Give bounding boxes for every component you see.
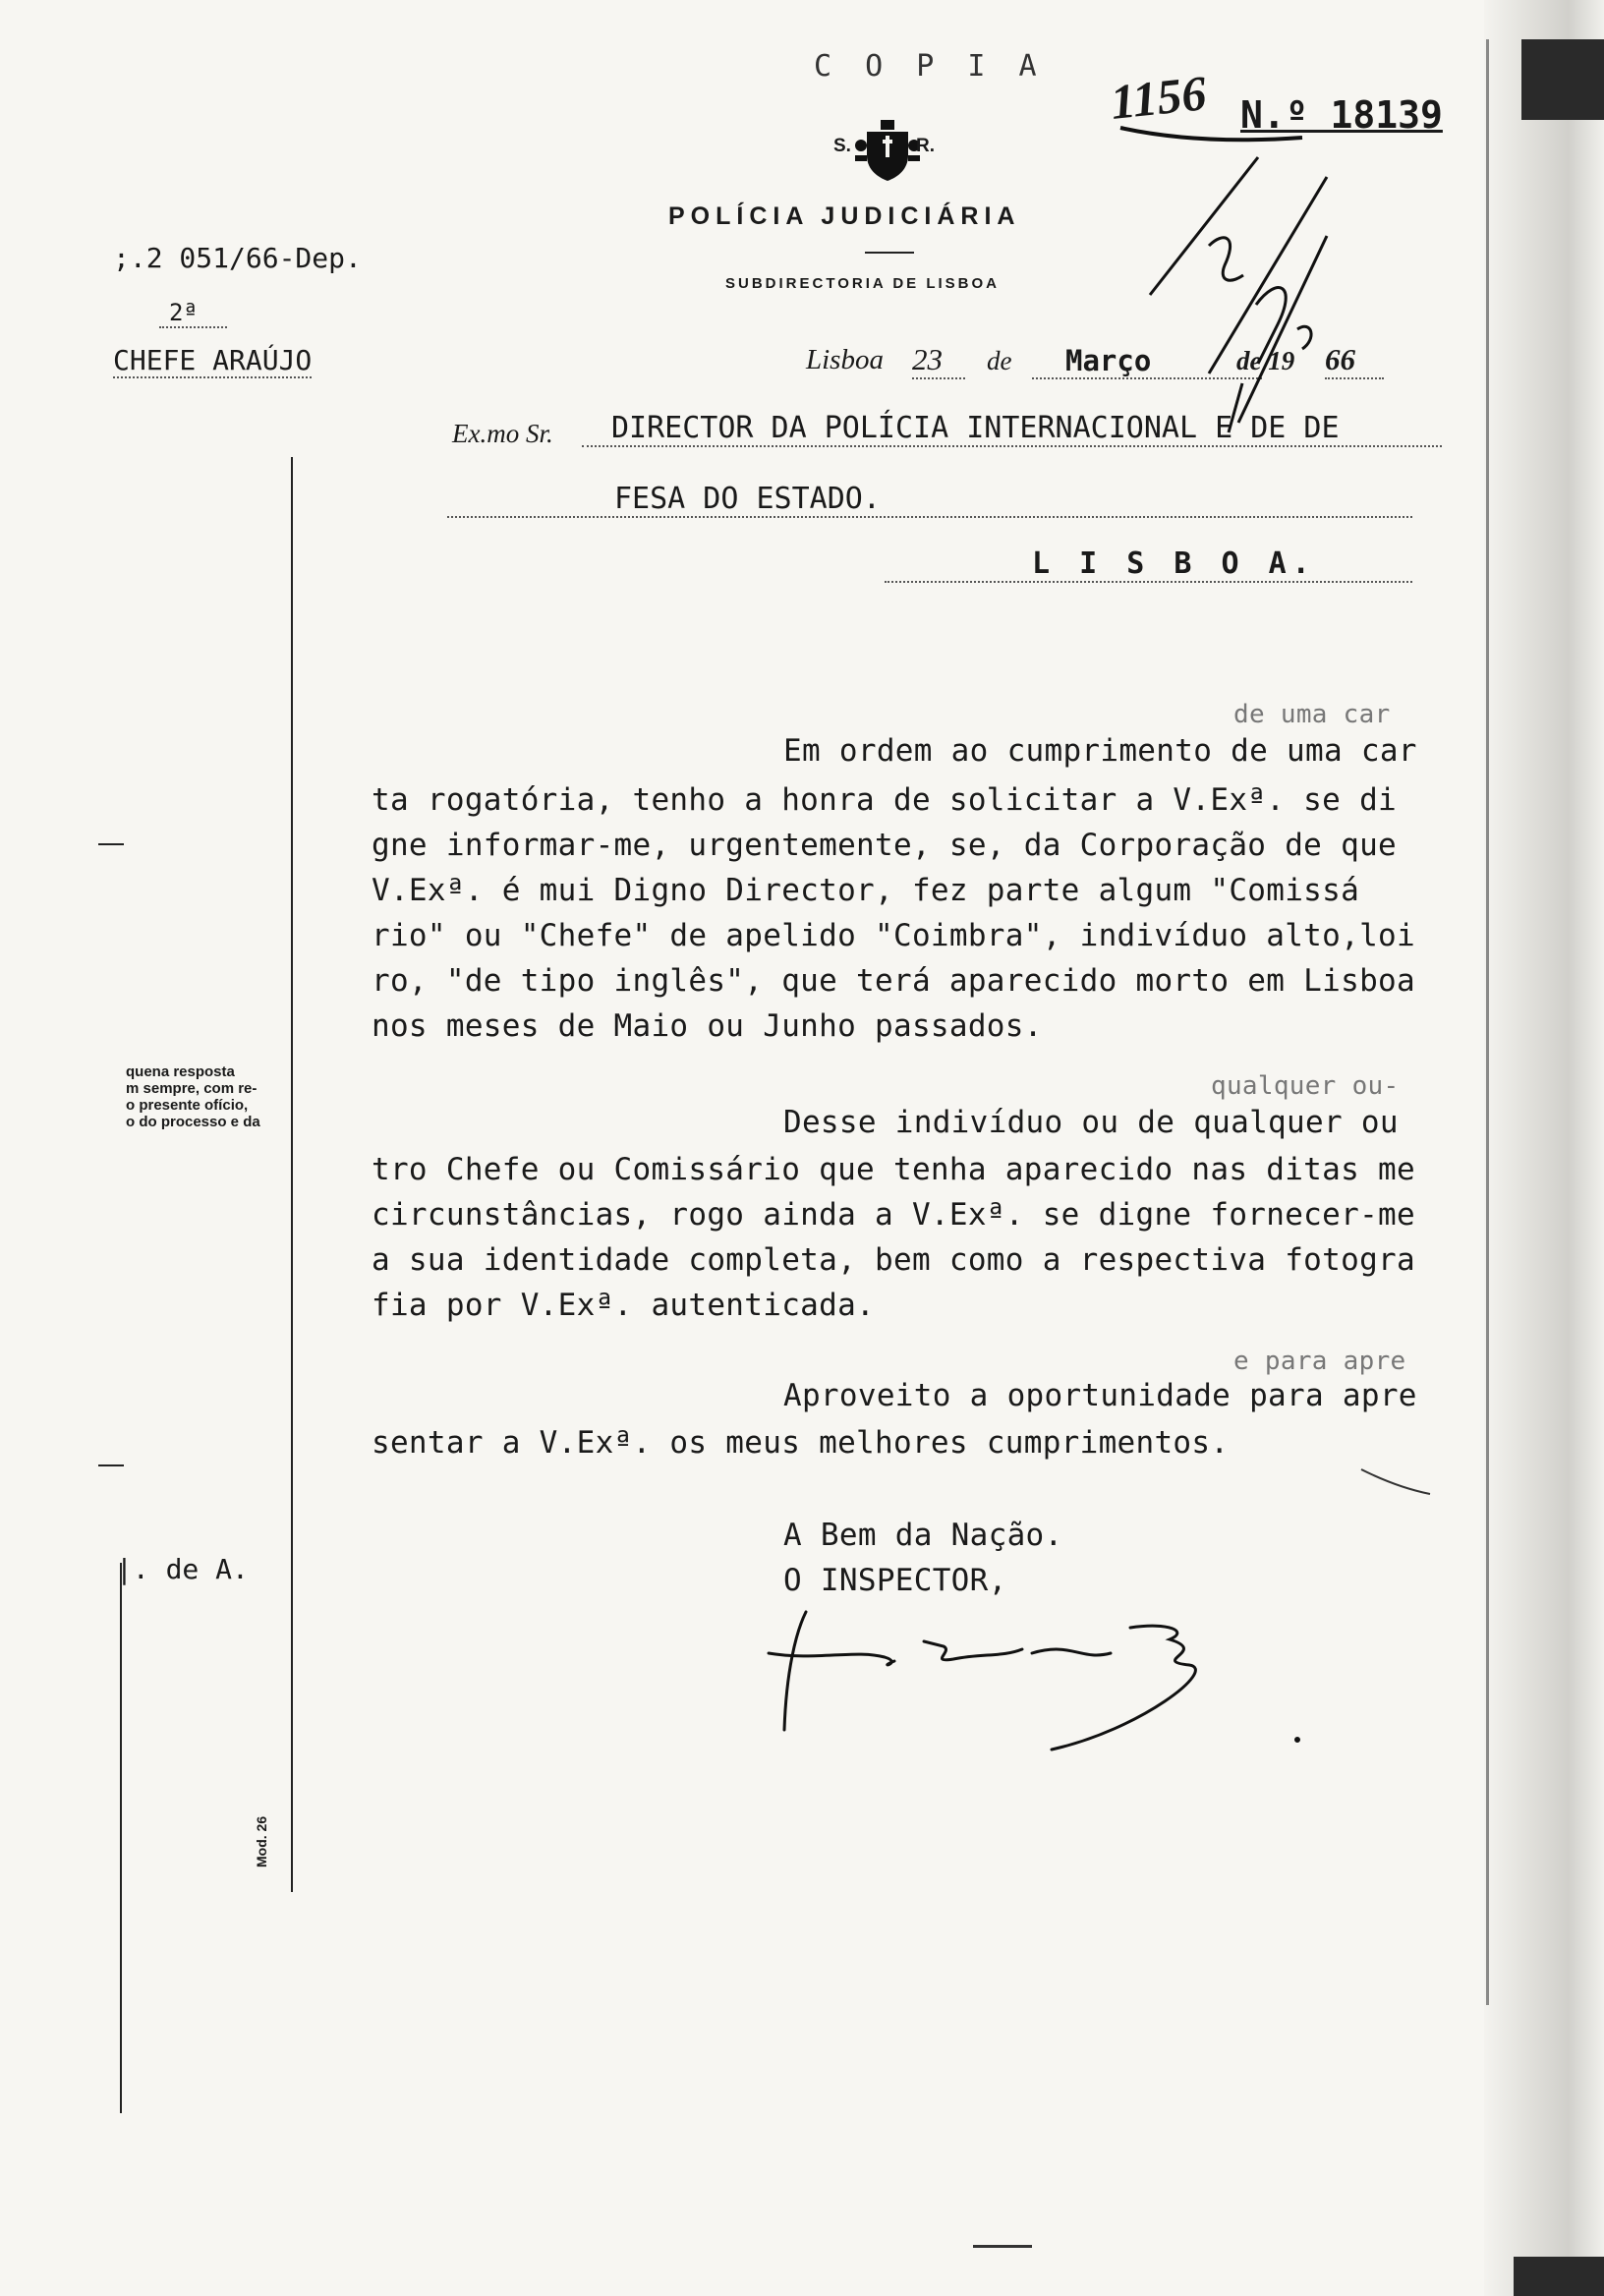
body-line: V.Exª. é mui Digno Director, fez parte algum "Comissá [372,873,1360,908]
addressee-city: L I S B O A. [885,546,1412,583]
signatory-title: O INSPECTOR, [783,1563,1007,1598]
body-line: Aproveito a oportunidade para apre [783,1378,1417,1413]
body-line: nos meses de Maio ou Junho passados. [372,1008,1043,1044]
handwritten-number: 1156 [1108,65,1209,130]
bleed-through-2: qualquer ou- [1211,1071,1400,1101]
body-line: a sua identidade completa, bem como a respectiva fotogra [372,1242,1415,1278]
copia-stamp: C O P I A [814,49,1045,84]
institution-name: POLÍCIA JUDICIÁRIA [668,202,1021,230]
bleed-through-1: de uma car [1233,700,1391,729]
body-line: rio" ou "Chefe" de apelido "Coimbra", indivíduo alto,loi [372,918,1415,953]
registry-number: N.º 18139 [1240,93,1443,137]
section-number: 2ª [159,299,227,328]
file-reference: ;.2 051/66-Dep. [113,242,362,274]
addressee-line-2: FESA DO ESTADO. [447,482,1412,518]
body-line: Desse indivíduo ou de qualquer ou [783,1105,1399,1140]
scan-line [1486,39,1489,2005]
date-month: Março [1032,344,1262,379]
handwritten-annotation [1130,138,1376,442]
s-mark: S. [833,136,851,156]
bleed-through-3: e para apre [1233,1347,1406,1376]
body-line: ta rogatória, tenho a honra de solicitar a V.Exª. se di [372,782,1397,818]
date-de-1: de [987,346,1012,375]
r-mark: R. [916,136,935,156]
body-line: tro Chefe ou Comissário que tenha aparecido nas ditas me [372,1152,1415,1187]
body-line: gne informar-me, urgentemente, se, da Corporação de que [372,828,1397,863]
scan-mark-bottom [973,2245,1032,2248]
date-place-label: Lisboa [806,344,884,375]
body-line: circunstâncias, rogo ainda a V.Exª. se digne fornecer-me [372,1197,1415,1233]
date-year: 66 [1325,342,1384,379]
closing-formula: A Bem da Nação. [783,1518,1063,1553]
handwritten-signature [757,1592,1346,1779]
scan-artifact-top [1521,39,1604,120]
date-day: 23 [912,342,965,379]
margin-rule-left [120,1563,122,2113]
scan-artifact-bottom [1514,2257,1604,2296]
header-divider [865,252,914,254]
coat-of-arms-icon [853,116,922,185]
margin-rule [291,457,293,1892]
addressee-line-1: DIRECTOR DA POLÍCIA INTERNACIONAL E DE DE [582,411,1442,447]
form-model: Mod. 26 [254,1815,269,1867]
sub-directorate: SUBDIRECTORIA DE LISBOA [725,275,1001,292]
margin-tick [98,843,124,845]
scan-mark [1356,1464,1435,1504]
scan-edge [1484,0,1604,2296]
margin-tick [98,1464,124,1466]
body-line: sentar a V.Exª. os meus melhores cumprimentos. [372,1425,1230,1461]
margin-pa: |. de A. [116,1553,249,1585]
body-line: Em ordem ao cumprimento de uma car [783,733,1417,769]
margin-note: quena resposta m sempre, com re- o presente ofício, o do processo e da [126,1063,260,1130]
date-de-2: de 19 [1236,346,1295,375]
responsible-officer: CHEFE ARAÚJO [113,344,313,376]
body-line: fia por V.Exª. autenticada. [372,1288,876,1323]
salutation: Ex.mo Sr. [452,419,553,448]
body-line: ro, "de tipo inglês", que terá aparecido morto em Lisboa [372,963,1415,999]
